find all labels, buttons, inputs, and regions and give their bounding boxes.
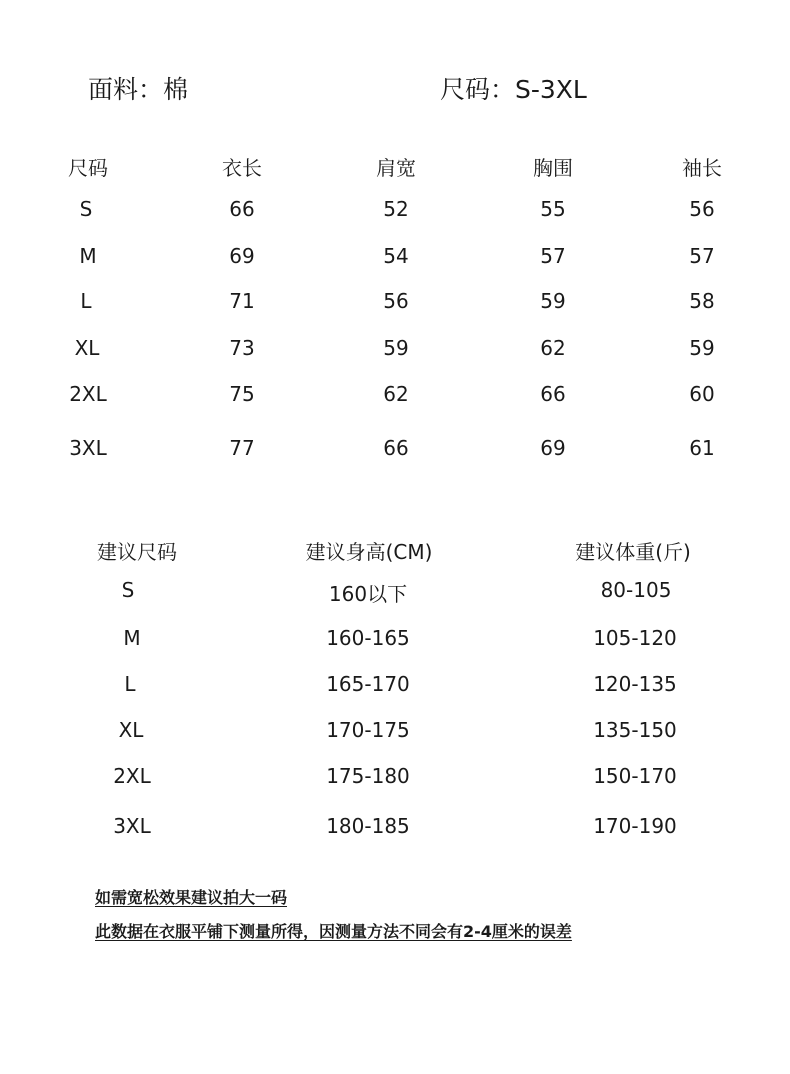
- length-cell: 73: [229, 336, 255, 360]
- shoulder-cell: 62: [383, 382, 409, 406]
- size-cell: S: [79, 197, 93, 221]
- length-cell: 77: [229, 436, 255, 460]
- height-cell: 160-165: [326, 626, 410, 650]
- size-table-header-size: 尺码: [68, 156, 108, 180]
- size-cell: XL: [74, 336, 100, 360]
- height-cell: 160以下: [328, 582, 408, 606]
- note-loose-fit: 如需宽松效果建议拍大一码: [95, 888, 288, 907]
- weight-cell: 120-135: [593, 672, 677, 696]
- chest-cell: 69: [540, 436, 566, 460]
- length-cell: 66: [229, 197, 255, 221]
- recommend-size-cell: XL: [118, 718, 144, 742]
- size-cell: M: [79, 244, 97, 268]
- weight-cell: 150-170: [593, 764, 677, 788]
- sleeve-cell: 56: [689, 197, 715, 221]
- sleeve-cell: 60: [689, 382, 715, 406]
- sleeve-cell: 58: [689, 289, 715, 313]
- weight-cell: 135-150: [593, 718, 677, 742]
- shoulder-cell: 56: [383, 289, 409, 313]
- recommend-size-cell: M: [123, 626, 141, 650]
- size-table-header-chest: 胸围: [533, 156, 573, 180]
- chest-cell: 55: [540, 197, 566, 221]
- recommend-header-height: 建议身高(CM): [305, 540, 433, 564]
- recommend-size-cell: S: [121, 578, 135, 602]
- recommend-header-weight: 建议体重(斤): [575, 540, 691, 564]
- size-table-header-shoulder: 肩宽: [376, 156, 416, 180]
- recommend-size-cell: 2XL: [113, 764, 151, 788]
- recommend-size-cell: 3XL: [113, 814, 151, 838]
- chest-cell: 57: [540, 244, 566, 268]
- fabric-label: 面料：棉: [88, 75, 189, 104]
- length-cell: 71: [229, 289, 255, 313]
- height-cell: 180-185: [326, 814, 410, 838]
- weight-cell: 80-105: [600, 578, 672, 602]
- chest-cell: 62: [540, 336, 566, 360]
- recommend-size-cell: L: [124, 672, 136, 696]
- size-cell: 3XL: [69, 436, 107, 460]
- sleeve-cell: 61: [689, 436, 715, 460]
- length-cell: 75: [229, 382, 255, 406]
- note-measurement-error: 此数据在衣服平铺下测量所得，因测量方法不同会有2-4厘米的误差: [95, 922, 572, 941]
- sleeve-cell: 59: [689, 336, 715, 360]
- size-cell: L: [80, 289, 92, 313]
- size-cell: 2XL: [69, 382, 107, 406]
- sleeve-cell: 57: [689, 244, 715, 268]
- chest-cell: 66: [540, 382, 566, 406]
- weight-cell: 170-190: [593, 814, 677, 838]
- shoulder-cell: 59: [383, 336, 409, 360]
- size-table-header-sleeve: 袖长: [682, 156, 722, 180]
- height-cell: 170-175: [326, 718, 410, 742]
- height-cell: 165-170: [326, 672, 410, 696]
- size-table-header-length: 衣长: [222, 156, 262, 180]
- chest-cell: 59: [540, 289, 566, 313]
- length-cell: 69: [229, 244, 255, 268]
- size-range-label: 尺码：S-3XL: [440, 75, 587, 104]
- shoulder-cell: 66: [383, 436, 409, 460]
- recommend-header-size: 建议尺码: [97, 540, 177, 564]
- weight-cell: 105-120: [593, 626, 677, 650]
- shoulder-cell: 54: [383, 244, 409, 268]
- shoulder-cell: 52: [383, 197, 409, 221]
- height-cell: 175-180: [326, 764, 410, 788]
